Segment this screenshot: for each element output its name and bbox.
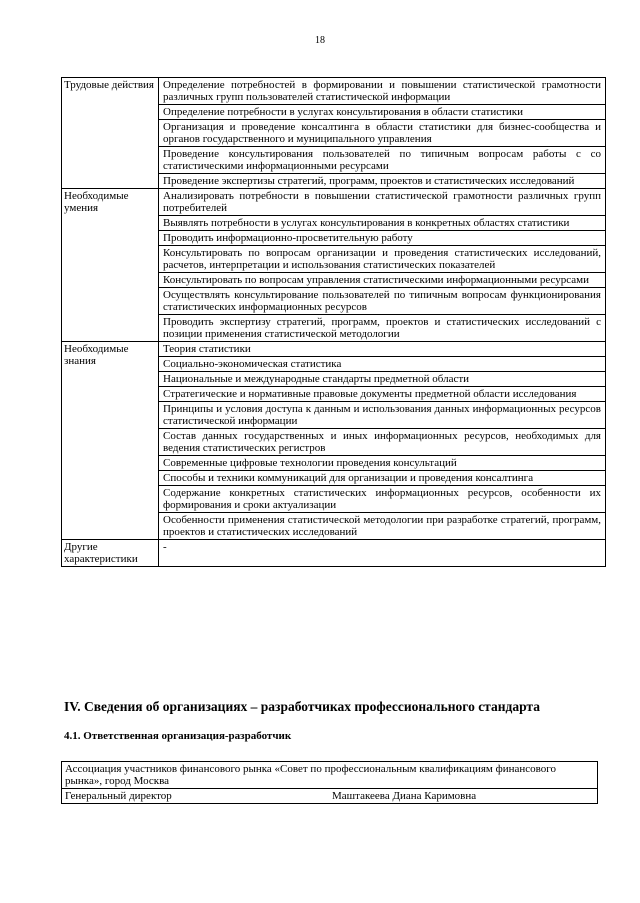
table-cell: Проведение экспертизы стратегий, программ, проектов и статистических исследований xyxy=(159,174,606,189)
table-cell: Консультировать по вопросам организации и проведения статистических исследований, расчетов, интерпретации и использования статистических показателей xyxy=(159,246,606,273)
table-cell: Выявлять потребности в услугах консультирования в конкретных областях статистики xyxy=(159,216,606,231)
page-number: 18 xyxy=(315,35,325,46)
table-cell: Современные цифровые технологии проведения консультаций xyxy=(159,456,606,471)
table-cell: Состав данных государственных и иных информационных ресурсов, необходимых для ведения статистических регистров xyxy=(159,429,606,456)
row-group-label: Необходимые знания xyxy=(62,342,159,540)
table-cell: Национальные и международные стандарты предметной области xyxy=(159,372,606,387)
table-row xyxy=(62,189,606,216)
table-cell: Социально-экономическая статистика xyxy=(159,357,606,372)
table-cell: Консультировать по вопросам управления статистическими информационными ресурсами xyxy=(159,273,606,288)
table-cell: Содержание конкретных статистических информационных ресурсов, особенности их формирования и сроки актуализации xyxy=(159,486,606,513)
director-name: Маштакеева Диана Каримовна xyxy=(332,789,598,804)
table-cell: Проведение консультирования пользователей по типичным вопросам работы с со статистическими информационными ресурсами xyxy=(159,147,606,174)
table-cell: Способы и техники коммуникаций для организации и проведения консалтинга xyxy=(159,471,606,486)
table-cell: Анализировать потребности в повышении статистической грамотности различных групп потребителей xyxy=(159,189,606,216)
row-group-label: Необходимые умения xyxy=(62,189,159,342)
table-cell: Стратегические и нормативные правовые документы предметной области исследования xyxy=(159,387,606,402)
table-cell: Проводить информационно-просветительную работу xyxy=(159,231,606,246)
organization-table xyxy=(61,761,598,804)
table-cell: Осуществлять консультирование пользователей по типичным вопросам функционирования статистических информационных ресурсов xyxy=(159,288,606,315)
table-row xyxy=(62,540,606,567)
organization-name: Ассоциация участников финансового рынка «Совет по профессиональным квалификациям финансового рынка», город Москва xyxy=(62,762,598,789)
section-title: IV. Сведения об организациях – разработчиках профессионального стандарта xyxy=(64,699,540,714)
row-group-label: Другие характеристики xyxy=(62,540,159,567)
labor-functions-table xyxy=(61,77,606,567)
table-row xyxy=(62,342,606,357)
table-cell: Проводить экспертизу стратегий, программ, проектов и статистических исследований с позиции применения статистической методологии xyxy=(159,315,606,342)
table-row xyxy=(62,78,606,105)
table-cell: Организация и проведение консалтинга в области статистики для бизнес-сообщества и органов государственного и муниципального управления xyxy=(159,120,606,147)
table-cell: Определение потребности в услугах консультирования в области статистики xyxy=(159,105,606,120)
table-cell: - xyxy=(159,540,606,567)
director-role: Генеральный директор xyxy=(62,789,333,804)
table-cell: Особенности применения статистической методологии при разработке стратегий, программ, проектов и статистических исследований xyxy=(159,513,606,540)
table-cell: Теория статистики xyxy=(159,342,606,357)
table-cell: Принципы и условия доступа к данным и использования данных информационных ресурсов статистической информации xyxy=(159,402,606,429)
row-group-label: Трудовые действия xyxy=(62,78,159,189)
table-cell: Определение потребностей в формировании и повышении статистической грамотности различных групп пользователей статистической информации xyxy=(159,78,606,105)
subsection-title: 4.1. Ответственная организация-разработчик xyxy=(64,730,292,742)
